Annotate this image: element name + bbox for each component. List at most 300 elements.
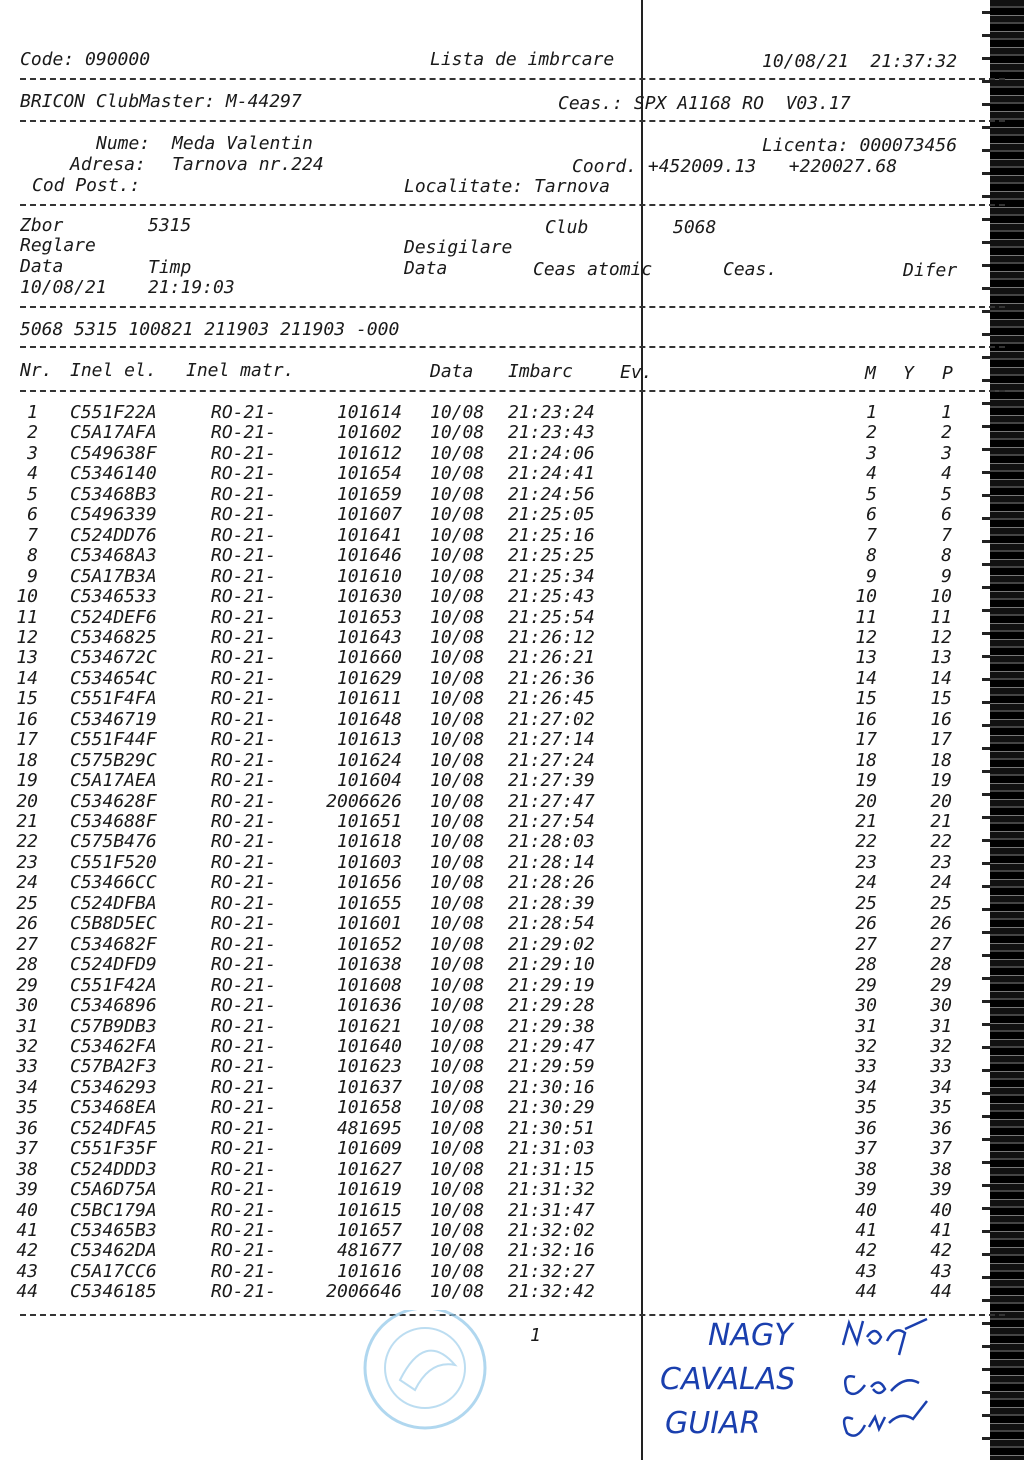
table-row bbox=[0, 955, 1000, 975]
row-nr: 39 bbox=[16, 1179, 38, 1201]
row-ring-prefix: RO-21- bbox=[211, 606, 277, 628]
row-date: 10/08 bbox=[430, 545, 485, 567]
row-time: 21:26:21 bbox=[508, 647, 595, 669]
owner-name: Meda Valentin bbox=[172, 133, 313, 154]
row-ring-number: 101615 bbox=[336, 1199, 402, 1221]
row-ring-id: C5496339 bbox=[70, 504, 157, 526]
table-row bbox=[0, 403, 1000, 423]
row-ring-id: C524DD76 bbox=[70, 524, 157, 546]
row-m: 37 bbox=[855, 1138, 877, 1160]
coordinates: Coord. +452009.13 +220027.68 bbox=[572, 156, 898, 177]
row-p: 5 bbox=[941, 483, 952, 505]
row-ring-prefix: RO-21- bbox=[211, 913, 277, 935]
row-m: 44 bbox=[855, 1281, 877, 1303]
table-row bbox=[0, 935, 1000, 955]
row-time: 21:28:39 bbox=[508, 892, 595, 914]
row-nr: 14 bbox=[16, 667, 38, 689]
owner-address: Tarnova nr.224 bbox=[172, 154, 324, 175]
col-matr: Inel matr. bbox=[186, 360, 295, 381]
row-ring-prefix: RO-21- bbox=[211, 831, 277, 853]
row-ring-prefix: RO-21- bbox=[211, 995, 277, 1017]
row-date: 10/08 bbox=[430, 872, 485, 894]
row-p: 41 bbox=[930, 1220, 952, 1241]
row-m: 11 bbox=[855, 606, 877, 628]
row-ring-id: C551F35F bbox=[70, 1138, 157, 1160]
row-time: 21:27:24 bbox=[508, 749, 595, 771]
row-p: 24 bbox=[930, 872, 952, 894]
row-nr: 44 bbox=[16, 1281, 38, 1303]
row-time: 21:30:51 bbox=[508, 1117, 595, 1139]
row-ring-id: C551F44F bbox=[70, 729, 157, 751]
row-m: 20 bbox=[855, 790, 877, 812]
row-m: 31 bbox=[855, 1015, 877, 1037]
atomic-clock-label: Ceas atomic bbox=[533, 259, 653, 280]
row-date: 10/08 bbox=[430, 1097, 485, 1119]
row-nr: 27 bbox=[16, 933, 38, 955]
row-ring-prefix: RO-21- bbox=[211, 954, 277, 976]
row-ring-prefix: RO-21- bbox=[211, 1199, 277, 1221]
row-m: 38 bbox=[855, 1158, 877, 1180]
row-ring-number: 101652 bbox=[336, 933, 402, 955]
zbor-label: Zbor bbox=[20, 215, 64, 236]
signature-name-1: NAGY bbox=[708, 1318, 793, 1353]
row-ring-id: C524DDD3 bbox=[70, 1158, 157, 1180]
row-time: 21:31:15 bbox=[508, 1158, 595, 1180]
table-row bbox=[0, 1098, 1000, 1118]
row-ring-number: 101627 bbox=[336, 1158, 402, 1180]
row-ring-prefix: RO-21- bbox=[211, 1117, 277, 1139]
row-ring-prefix: RO-21- bbox=[211, 1035, 277, 1057]
row-ring-prefix: RO-21- bbox=[211, 1179, 277, 1201]
table-row bbox=[0, 1057, 1000, 1077]
row-time: 21:25:43 bbox=[508, 586, 595, 608]
row-ring-prefix: RO-21- bbox=[211, 1015, 277, 1037]
timp-label: Timp bbox=[148, 257, 192, 278]
row-ring-number: 101603 bbox=[336, 851, 402, 873]
row-ring-id: C549638F bbox=[70, 442, 157, 464]
row-p: 23 bbox=[930, 851, 952, 873]
row-time: 21:30:16 bbox=[508, 1076, 595, 1098]
row-nr: 38 bbox=[16, 1158, 38, 1180]
row-nr: 11 bbox=[16, 606, 38, 628]
row-p: 4 bbox=[941, 463, 952, 485]
row-p: 35 bbox=[930, 1097, 952, 1119]
divider bbox=[20, 390, 1005, 392]
row-date: 10/08 bbox=[430, 954, 485, 976]
row-date: 10/08 bbox=[430, 892, 485, 914]
row-ring-number: 101610 bbox=[336, 565, 402, 587]
col-y: Y bbox=[903, 363, 914, 384]
row-m: 6 bbox=[866, 504, 877, 526]
row-nr: 34 bbox=[16, 1076, 38, 1098]
row-ring-prefix: RO-21- bbox=[211, 626, 277, 648]
row-ring-id: C524DEF6 bbox=[70, 606, 157, 628]
row-ring-prefix: RO-21- bbox=[211, 586, 277, 608]
row-date: 10/08 bbox=[430, 1076, 485, 1098]
table-row bbox=[0, 751, 1000, 771]
row-ring-prefix: RO-21- bbox=[211, 1260, 277, 1282]
postcode-label: Cod Post.: bbox=[32, 175, 141, 196]
row-ring-prefix: RO-21- bbox=[211, 647, 277, 669]
row-time: 21:28:14 bbox=[508, 851, 595, 873]
clock-id: Ceas.: SPX A1168 RO V03.17 bbox=[558, 93, 851, 114]
row-ring-number: 2006646 bbox=[326, 1281, 402, 1303]
table-row bbox=[0, 1241, 1000, 1261]
row-m: 19 bbox=[855, 770, 877, 792]
row-date: 10/08 bbox=[430, 1179, 485, 1201]
row-ring-number: 101653 bbox=[336, 606, 402, 628]
row-ring-number: 481677 bbox=[336, 1240, 402, 1262]
row-date: 10/08 bbox=[430, 688, 485, 710]
row-date: 10/08 bbox=[430, 402, 485, 423]
row-m: 9 bbox=[866, 565, 877, 587]
row-time: 21:23:43 bbox=[508, 422, 595, 444]
row-p: 13 bbox=[930, 647, 952, 669]
row-p: 25 bbox=[930, 892, 952, 914]
row-p: 1 bbox=[941, 402, 952, 423]
difer-label: Difer bbox=[903, 260, 958, 281]
row-time: 21:27:47 bbox=[508, 790, 595, 812]
row-ring-id: C53462FA bbox=[70, 1035, 157, 1057]
table-row bbox=[0, 1160, 1000, 1180]
row-p: 44 bbox=[930, 1281, 952, 1303]
row-time: 21:28:26 bbox=[508, 872, 595, 894]
divider bbox=[20, 78, 1005, 80]
club-label: Club bbox=[545, 217, 589, 238]
row-ring-prefix: RO-21- bbox=[211, 504, 277, 526]
row-date: 10/08 bbox=[430, 1240, 485, 1262]
row-time: 21:29:38 bbox=[508, 1015, 595, 1037]
row-m: 32 bbox=[855, 1035, 877, 1057]
row-p: 34 bbox=[930, 1076, 952, 1098]
row-nr: 6 bbox=[27, 504, 38, 526]
row-ring-prefix: RO-21- bbox=[211, 872, 277, 894]
row-ring-id: C53465B3 bbox=[70, 1220, 157, 1241]
row-time: 21:27:14 bbox=[508, 729, 595, 751]
table-row bbox=[0, 1180, 1000, 1200]
row-ring-prefix: RO-21- bbox=[211, 1220, 277, 1241]
row-nr: 13 bbox=[16, 647, 38, 669]
col-m: M bbox=[865, 363, 876, 384]
row-ring-id: C551F42A bbox=[70, 974, 157, 996]
row-ring-prefix: RO-21- bbox=[211, 483, 277, 505]
row-date: 10/08 bbox=[430, 606, 485, 628]
row-date: 10/08 bbox=[430, 729, 485, 751]
row-p: 11 bbox=[930, 606, 952, 628]
row-ring-prefix: RO-21- bbox=[211, 892, 277, 914]
row-ring-number: 101618 bbox=[336, 831, 402, 853]
table-row bbox=[0, 526, 1000, 546]
row-ring-prefix: RO-21- bbox=[211, 729, 277, 751]
row-m: 42 bbox=[855, 1240, 877, 1262]
row-m: 29 bbox=[855, 974, 877, 996]
row-m: 40 bbox=[855, 1199, 877, 1221]
table-row bbox=[0, 464, 1000, 484]
row-nr: 2 bbox=[27, 422, 38, 444]
row-ring-number: 101630 bbox=[336, 586, 402, 608]
row-p: 38 bbox=[930, 1158, 952, 1180]
table-row bbox=[0, 771, 1000, 791]
row-m: 23 bbox=[855, 851, 877, 873]
row-ring-number: 481695 bbox=[336, 1117, 402, 1139]
row-nr: 32 bbox=[16, 1035, 38, 1057]
row-nr: 24 bbox=[16, 872, 38, 894]
row-ring-number: 101611 bbox=[336, 688, 402, 710]
row-date: 10/08 bbox=[430, 463, 485, 485]
row-date: 10/08 bbox=[430, 1117, 485, 1139]
row-ring-id: C57B9DB3 bbox=[70, 1015, 157, 1037]
row-time: 21:31:32 bbox=[508, 1179, 595, 1201]
row-ring-number: 101651 bbox=[336, 811, 402, 832]
document-title: Lista de imbrcare bbox=[430, 49, 615, 70]
row-nr: 28 bbox=[16, 954, 38, 976]
row-ring-number: 101614 bbox=[336, 402, 402, 423]
table-row bbox=[0, 608, 1000, 628]
row-nr: 26 bbox=[16, 913, 38, 935]
row-ring-id: C534688F bbox=[70, 811, 157, 832]
row-m: 3 bbox=[866, 442, 877, 464]
row-m: 7 bbox=[866, 524, 877, 546]
row-nr: 36 bbox=[16, 1117, 38, 1139]
row-nr: 4 bbox=[27, 463, 38, 485]
row-ring-id: C5346896 bbox=[70, 995, 157, 1017]
signature-name-3: GUIAR bbox=[665, 1406, 761, 1441]
row-nr: 29 bbox=[16, 974, 38, 996]
row-ring-number: 101619 bbox=[336, 1179, 402, 1201]
row-m: 26 bbox=[855, 913, 877, 935]
divider bbox=[20, 346, 1005, 348]
table-row bbox=[0, 648, 1000, 668]
row-nr: 35 bbox=[16, 1097, 38, 1119]
code-label: Code: 090000 bbox=[20, 49, 151, 70]
row-m: 10 bbox=[855, 586, 877, 608]
row-ring-id: C5346185 bbox=[70, 1281, 157, 1303]
row-time: 21:32:16 bbox=[508, 1240, 595, 1262]
divider bbox=[20, 204, 1005, 206]
row-m: 28 bbox=[855, 954, 877, 976]
row-p: 8 bbox=[941, 545, 952, 567]
row-ring-number: 101638 bbox=[336, 954, 402, 976]
row-p: 43 bbox=[930, 1260, 952, 1282]
row-nr: 42 bbox=[16, 1240, 38, 1262]
row-m: 27 bbox=[855, 933, 877, 955]
row-time: 21:25:16 bbox=[508, 524, 595, 546]
row-ring-prefix: RO-21- bbox=[211, 524, 277, 546]
row-ring-prefix: RO-21- bbox=[211, 402, 277, 423]
row-time: 21:31:47 bbox=[508, 1199, 595, 1221]
row-ring-number: 101637 bbox=[336, 1076, 402, 1098]
col-ring: Inel el. bbox=[70, 360, 157, 381]
table-row bbox=[0, 669, 1000, 689]
row-nr: 8 bbox=[27, 545, 38, 567]
row-nr: 1 bbox=[27, 402, 38, 423]
row-p: 2 bbox=[941, 422, 952, 444]
row-time: 21:29:02 bbox=[508, 933, 595, 955]
header-datetime: 10/08/21 21:37:32 bbox=[762, 51, 958, 72]
row-ring-number: 101636 bbox=[336, 995, 402, 1017]
row-ring-prefix: RO-21- bbox=[211, 1240, 277, 1262]
row-date: 10/08 bbox=[430, 831, 485, 853]
row-ring-number: 101623 bbox=[336, 1056, 402, 1078]
row-ring-prefix: RO-21- bbox=[211, 749, 277, 771]
row-m: 16 bbox=[855, 708, 877, 730]
row-nr: 12 bbox=[16, 626, 38, 648]
row-m: 8 bbox=[866, 545, 877, 567]
data2-label: Data bbox=[404, 258, 448, 279]
row-ring-id: C534672C bbox=[70, 647, 157, 669]
row-ring-id: C53466CC bbox=[70, 872, 157, 894]
page-number: 1 bbox=[530, 1325, 541, 1346]
row-date: 10/08 bbox=[430, 483, 485, 505]
row-ring-number: 101612 bbox=[336, 442, 402, 464]
row-ring-number: 101616 bbox=[336, 1260, 402, 1282]
row-ring-prefix: RO-21- bbox=[211, 811, 277, 832]
row-ring-number: 101602 bbox=[336, 422, 402, 444]
row-m: 12 bbox=[855, 626, 877, 648]
row-ring-number: 101621 bbox=[336, 1015, 402, 1037]
row-nr: 3 bbox=[27, 442, 38, 464]
row-nr: 21 bbox=[16, 811, 38, 832]
row-m: 5 bbox=[866, 483, 877, 505]
row-ring-id: C5A17AEA bbox=[70, 770, 157, 792]
table-row bbox=[0, 1078, 1000, 1098]
col-data: Data bbox=[430, 361, 474, 382]
row-m: 14 bbox=[855, 667, 877, 689]
row-time: 21:25:05 bbox=[508, 504, 595, 526]
col-p: P bbox=[942, 363, 953, 384]
row-ring-prefix: RO-21- bbox=[211, 1281, 277, 1303]
row-ring-number: 101608 bbox=[336, 974, 402, 996]
divider bbox=[20, 120, 1005, 122]
club-number: 5068 bbox=[673, 217, 717, 238]
row-m: 35 bbox=[855, 1097, 877, 1119]
table-row bbox=[0, 689, 1000, 709]
table-row bbox=[0, 1139, 1000, 1159]
row-ring-id: C53468B3 bbox=[70, 483, 157, 505]
row-ring-number: 101657 bbox=[336, 1220, 402, 1241]
row-p: 30 bbox=[930, 995, 952, 1017]
row-nr: 23 bbox=[16, 851, 38, 873]
table-row bbox=[0, 444, 1000, 464]
row-p: 27 bbox=[930, 933, 952, 955]
table-row bbox=[0, 1221, 1000, 1241]
row-date: 10/08 bbox=[430, 995, 485, 1017]
table-row bbox=[0, 1282, 1000, 1302]
row-ring-number: 101629 bbox=[336, 667, 402, 689]
table-row bbox=[0, 853, 1000, 873]
col-imbarc: Imbarc bbox=[508, 361, 574, 382]
row-date: 10/08 bbox=[430, 708, 485, 730]
row-ring-id: C5A6D75A bbox=[70, 1179, 157, 1201]
row-ring-id: C53468EA bbox=[70, 1097, 157, 1119]
table-row bbox=[0, 996, 1000, 1016]
row-nr: 41 bbox=[16, 1220, 38, 1241]
row-p: 10 bbox=[930, 586, 952, 608]
row-ring-id: C524DFBA bbox=[70, 892, 157, 914]
table-row bbox=[0, 710, 1000, 730]
row-m: 4 bbox=[866, 463, 877, 485]
table-row bbox=[0, 976, 1000, 996]
reglare-time: 21:19:03 bbox=[148, 277, 235, 298]
row-ring-number: 101660 bbox=[336, 647, 402, 669]
row-nr: 5 bbox=[27, 483, 38, 505]
row-nr: 9 bbox=[27, 565, 38, 587]
col-nr: Nr. bbox=[20, 360, 53, 381]
name-label: Nume: bbox=[96, 133, 151, 154]
row-ring-prefix: RO-21- bbox=[211, 545, 277, 567]
address-label: Adresa: bbox=[70, 154, 146, 175]
row-nr: 22 bbox=[16, 831, 38, 853]
row-ring-prefix: RO-21- bbox=[211, 422, 277, 444]
row-nr: 20 bbox=[16, 790, 38, 812]
row-date: 10/08 bbox=[430, 586, 485, 608]
row-time: 21:23:24 bbox=[508, 402, 595, 423]
table-row bbox=[0, 485, 1000, 505]
row-ring-prefix: RO-21- bbox=[211, 565, 277, 587]
row-date: 10/08 bbox=[430, 422, 485, 444]
table-row bbox=[0, 505, 1000, 525]
row-ring-id: C53468A3 bbox=[70, 545, 157, 567]
row-ring-number: 101648 bbox=[336, 708, 402, 730]
row-p: 9 bbox=[941, 565, 952, 587]
row-nr: 40 bbox=[16, 1199, 38, 1221]
row-ring-id: C5A17B3A bbox=[70, 565, 157, 587]
row-ring-prefix: RO-21- bbox=[211, 1076, 277, 1098]
table-row bbox=[0, 1037, 1000, 1057]
row-nr: 19 bbox=[16, 770, 38, 792]
row-m: 24 bbox=[855, 872, 877, 894]
row-time: 21:25:25 bbox=[508, 545, 595, 567]
col-ev: Ev. bbox=[620, 362, 653, 383]
row-time: 21:31:03 bbox=[508, 1138, 595, 1160]
row-date: 10/08 bbox=[430, 790, 485, 812]
row-p: 28 bbox=[930, 954, 952, 976]
row-p: 36 bbox=[930, 1117, 952, 1139]
row-nr: 33 bbox=[16, 1056, 38, 1078]
row-ring-id: C5A17CC6 bbox=[70, 1260, 157, 1282]
row-time: 21:29:19 bbox=[508, 974, 595, 996]
row-ring-number: 101607 bbox=[336, 504, 402, 526]
row-m: 18 bbox=[855, 749, 877, 771]
table-row bbox=[0, 423, 1000, 443]
row-time: 21:32:42 bbox=[508, 1281, 595, 1303]
data-label: Data bbox=[20, 256, 64, 277]
row-ring-id: C524DFA5 bbox=[70, 1117, 157, 1139]
table-row bbox=[0, 567, 1000, 587]
row-m: 41 bbox=[855, 1220, 877, 1241]
row-nr: 16 bbox=[16, 708, 38, 730]
row-m: 15 bbox=[855, 688, 877, 710]
row-date: 10/08 bbox=[430, 1220, 485, 1241]
row-ring-prefix: RO-21- bbox=[211, 1097, 277, 1119]
row-ring-prefix: RO-21- bbox=[211, 851, 277, 873]
row-m: 17 bbox=[855, 729, 877, 751]
table-row bbox=[0, 1262, 1000, 1282]
row-ring-number: 101641 bbox=[336, 524, 402, 546]
table-row bbox=[0, 730, 1000, 750]
row-date: 10/08 bbox=[430, 913, 485, 935]
signatures-handwritten bbox=[835, 1315, 935, 1445]
row-nr: 30 bbox=[16, 995, 38, 1017]
row-p: 26 bbox=[930, 913, 952, 935]
row-p: 6 bbox=[941, 504, 952, 526]
row-time: 21:29:28 bbox=[508, 995, 595, 1017]
row-time: 21:24:56 bbox=[508, 483, 595, 505]
flight-code-line: 5068 5315 100821 211903 211903 -000 bbox=[20, 319, 400, 340]
row-date: 10/08 bbox=[430, 851, 485, 873]
row-p: 42 bbox=[930, 1240, 952, 1262]
row-time: 21:29:59 bbox=[508, 1056, 595, 1078]
